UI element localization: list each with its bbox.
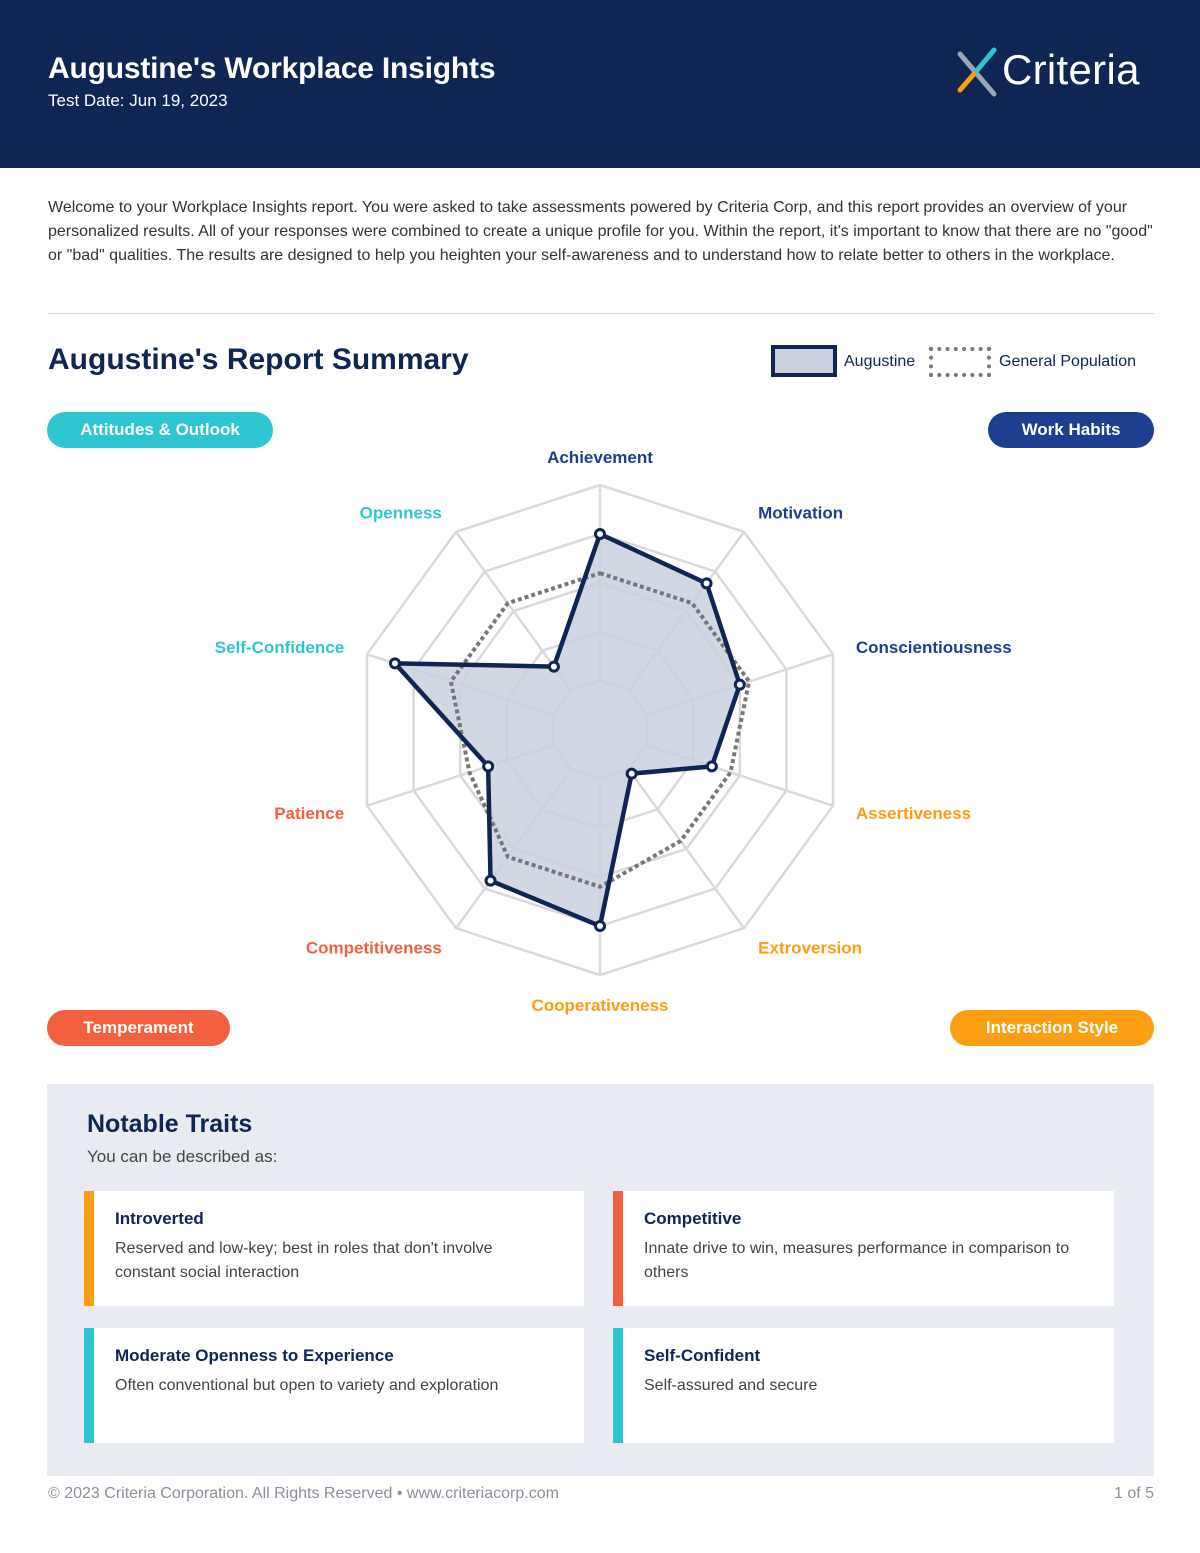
data-point-augustine <box>390 659 399 668</box>
trait-description: Innate drive to win, measures performance in comparison to others <box>644 1240 1070 1281</box>
legend-swatch-augustine <box>771 345 837 377</box>
radar-chart <box>0 430 1200 1030</box>
traits-subtitle: You can be described as: <box>87 1147 278 1166</box>
legend-swatch-population <box>929 347 991 377</box>
axis-label: Motivation <box>758 503 844 523</box>
trait-description: Often conventional but open to variety and exploration <box>115 1377 499 1394</box>
axis-label: Openness <box>359 503 442 523</box>
trait-card <box>84 1328 584 1443</box>
data-point-augustine <box>596 922 605 931</box>
criteria-logo <box>954 44 1164 100</box>
notable-traits-panel <box>47 1084 1154 1476</box>
trait-card <box>84 1191 584 1306</box>
logo-wordmark: Criteria <box>1002 46 1140 93</box>
data-point-augustine <box>702 579 711 588</box>
data-point-augustine <box>549 662 558 671</box>
legend-label-population: General Population <box>999 353 1136 370</box>
axis-label: Achievement <box>547 448 653 467</box>
divider <box>48 313 1154 314</box>
report-header <box>0 0 1200 168</box>
data-point-augustine <box>596 530 605 539</box>
summary-title: Augustine's Report Summary <box>48 343 469 376</box>
criteria-x-icon <box>954 44 1002 100</box>
axis-label: Competitiveness <box>305 938 442 958</box>
data-point-augustine <box>707 762 716 771</box>
category-pill-attitudes: Attitudes & Outlook <box>47 412 273 448</box>
data-point-augustine <box>627 769 636 778</box>
footer-copyright: © 2023 Criteria Corporation. All Rights Reserved • www.criteriacorp.com <box>48 1485 559 1502</box>
axis-label: Extroversion <box>758 938 863 958</box>
report-title: Augustine's Workplace Insights <box>48 52 496 85</box>
trait-card <box>613 1328 1114 1443</box>
data-point-augustine <box>735 680 744 689</box>
trait-accent-bar <box>613 1191 623 1306</box>
trait-name: Introverted <box>115 1209 204 1228</box>
legend-label-augustine: Augustine <box>844 353 916 370</box>
trait-description: Self-assured and secure <box>644 1377 818 1394</box>
traits-title: Notable Traits <box>87 1110 253 1138</box>
category-pill-work-habits: Work Habits <box>988 412 1154 448</box>
trait-accent-bar <box>84 1191 94 1306</box>
page-number: 1 of 5 <box>1113 1485 1154 1502</box>
data-point-augustine <box>484 762 493 771</box>
trait-accent-bar <box>613 1328 623 1443</box>
axis-label: Self-Confidence <box>214 637 345 657</box>
category-pill-temperament: Temperament <box>47 1010 230 1046</box>
trait-card <box>613 1191 1114 1306</box>
trait-description: Reserved and low-key; best in roles that don't involve constant social interaction <box>115 1240 493 1281</box>
trait-name: Self-Confident <box>644 1346 761 1365</box>
intro-paragraph: Welcome to your Workplace Insights report. You were asked to take assessments powered by Criteria Corp, and this report provides an overview of your personalized results. All of your responses were combined to create a unique profile for you. Within the report, it's important to know that there are no "good" or "bad" qualities. The results are designed to help you heighten your self-awareness and to understand how to relate better to others in the workplace. <box>48 199 1153 264</box>
test-date: Test Date: Jun 19, 2023 <box>48 91 228 110</box>
data-point-augustine <box>486 876 495 885</box>
trait-name: Moderate Openness to Experience <box>115 1346 394 1365</box>
trait-accent-bar <box>84 1328 94 1443</box>
axis-label: Conscientiousness <box>855 637 1012 657</box>
axis-label: Cooperativeness <box>531 996 669 1015</box>
axis-label: Patience <box>274 804 345 824</box>
axis-label: Assertiveness <box>855 804 972 824</box>
category-pill-interaction: Interaction Style <box>950 1010 1154 1046</box>
trait-name: Competitive <box>644 1209 742 1228</box>
